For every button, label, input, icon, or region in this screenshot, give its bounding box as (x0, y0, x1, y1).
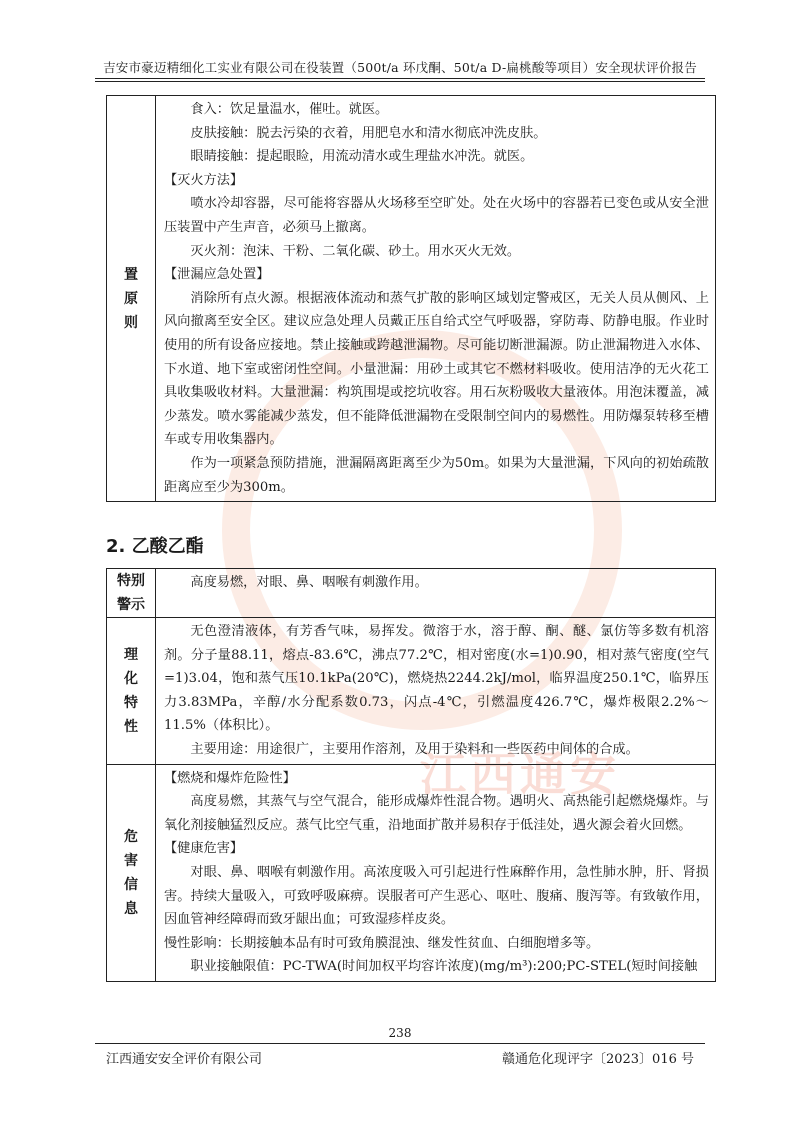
footer-company: 江西通安安全评价有限公司 (106, 1052, 263, 1067)
health-text: 对眼、鼻、咽喉有刺激作用。高浓度吸入可引起进行性麻醉作用，急性肺水肿，肝、肾损害。持续大量吸入，可致呼吸麻痹。误服者可产生恶心、呕吐、腹痛、腹泻等。有致敏作用，因血管神经障碍而致牙龈出血；可致湿疹样皮炎。 (164, 864, 709, 928)
eye-contact-text: 眼睛接触：提起眼睑，用流动清水或生理盐水冲洗。就医。 (190, 149, 534, 165)
row-label-warning: 特别 警示 (107, 569, 156, 618)
burn-heading: 【燃烧和爆炸危险性】 (164, 770, 296, 786)
exposure-limit-text: 职业接触限值：PC-TWA(时间加权平均容许浓度)(mg/m³):200;PC-STEL(短时间接触 (190, 959, 698, 975)
principles-content (156, 96, 716, 502)
section-title-ethyl-acetate: 2. 乙酸乙酯 (106, 536, 204, 557)
row-label-hazard: 危 害 信 息 (107, 764, 156, 981)
properties-text: 无色澄清液体，有芳香气味，易挥发。微溶于水，溶于醇、酮、醚、氯仿等多数有机溶剂。分子量88.11，熔点-83.6℃，沸点77.2℃，相对密度(水=1)0.90，相对蒸气密度(空气=1)3.04，饱和蒸气压10.1kPa(20℃)，燃烧热2244.2kJ/mol，临界温度250.1℃，临界压力3.83MPa，辛醇/水分配系数0.73，闪点-4℃，引燃温度426.7℃，爆炸极限2.2%～11.5%（体积比）。 (164, 624, 709, 734)
chronic-effects-text: 慢性影响：长期接触本品有时可致角膜混浊、继发性贫血、白细胞增多等。 (164, 935, 600, 951)
ethyl-acetate-table (106, 568, 716, 982)
extinguisher-text: 灭火剂：泡沫、干粉、二氧化碳、砂土。用水灭火无效。 (190, 243, 521, 259)
health-heading: 【健康危害】 (164, 841, 244, 857)
header-rule (95, 78, 705, 79)
isolation-distance-text: 作为一项紧急预防措施，泄漏隔离距离至少为50m。如果为大量泄漏，下风向的初始疏散距离应至少为300m。 (164, 455, 709, 495)
fire-method-heading: 【灭火方法】 (164, 172, 244, 188)
skin-contact-text: 皮肤接触：脱去污染的衣着，用肥皂水和清水彻底冲洗皮肤。 (190, 125, 547, 141)
page-number: 238 (388, 1026, 412, 1040)
fire-method-text: 喷水冷却容器，尽可能将容器从火场移至空旷处。处在火场中的容器若已变色或从安全泄压装置中产生声音，必须马上撤离。 (164, 196, 709, 235)
properties-content (156, 618, 716, 765)
leak-text: 消除所有点火源。根据液体流动和蒸气扩散的影响区域划定警戒区，无关人员从侧风、上风向撤离至安全区。建议应急处理人员戴正压自给式空气呼吸器，穿防毒、防静电服。作业时使用的所有设备应接地。禁止接触或跨越泄漏物。尽可能切断泄漏源。防止泄漏物进入水体、下水道、地下室或密闭性空间。小量泄漏：用砂土或其它不燃材料吸收。使用洁净的无火花工具收集吸收材料。大量泄漏：构筑围堤或挖坑收容。用石灰粉吸收大量液体。用泡沫覆盖，减少蒸发。喷水雾能减少蒸发，但不能降低泄漏物在受限制空间内的易燃性。用防爆泵转移至槽车或专用收集器内。 (164, 290, 709, 448)
footer-report-number: 赣通危化现评字〔2023〕016 号 (501, 1052, 694, 1067)
watermark-text: 江西通安 (420, 747, 620, 801)
hazard-content (156, 764, 716, 981)
header-rule-thin (95, 81, 705, 82)
warning-text: 高度易燃，对眼、鼻、咽喉有刺激作用。 (190, 575, 428, 590)
warning-content (156, 569, 716, 618)
usage-text: 主要用途：用途很广，主要用作溶剂，及用于染料和一些医药中间体的合成。 (190, 741, 639, 757)
emergency-measures-table (106, 95, 716, 502)
leak-heading: 【泄漏应急处置】 (164, 267, 270, 283)
burn-text: 高度易燃，其蒸气与空气混合，能形成爆炸性混合物。遇明火、高热能引起燃烧爆炸。与氧化剂接触猛烈反应。蒸气比空气重，沿地面扩散并易积存于低洼处，遇火源会着火回燃。 (164, 794, 709, 833)
row-label-principles: 置 原 则 (107, 96, 156, 502)
row-label-properties: 理 化 特 性 (107, 618, 156, 765)
report-header-title: 吉安市豪迈精细化工实业有限公司在役装置（500t/a 环戊酮、50t/a D-扁桃酸等项目）安全现状评价报告 (103, 60, 697, 75)
ingestion-text: 食入：饮足量温水，催吐。就医。 (190, 102, 389, 117)
footer-rule (95, 1043, 705, 1044)
